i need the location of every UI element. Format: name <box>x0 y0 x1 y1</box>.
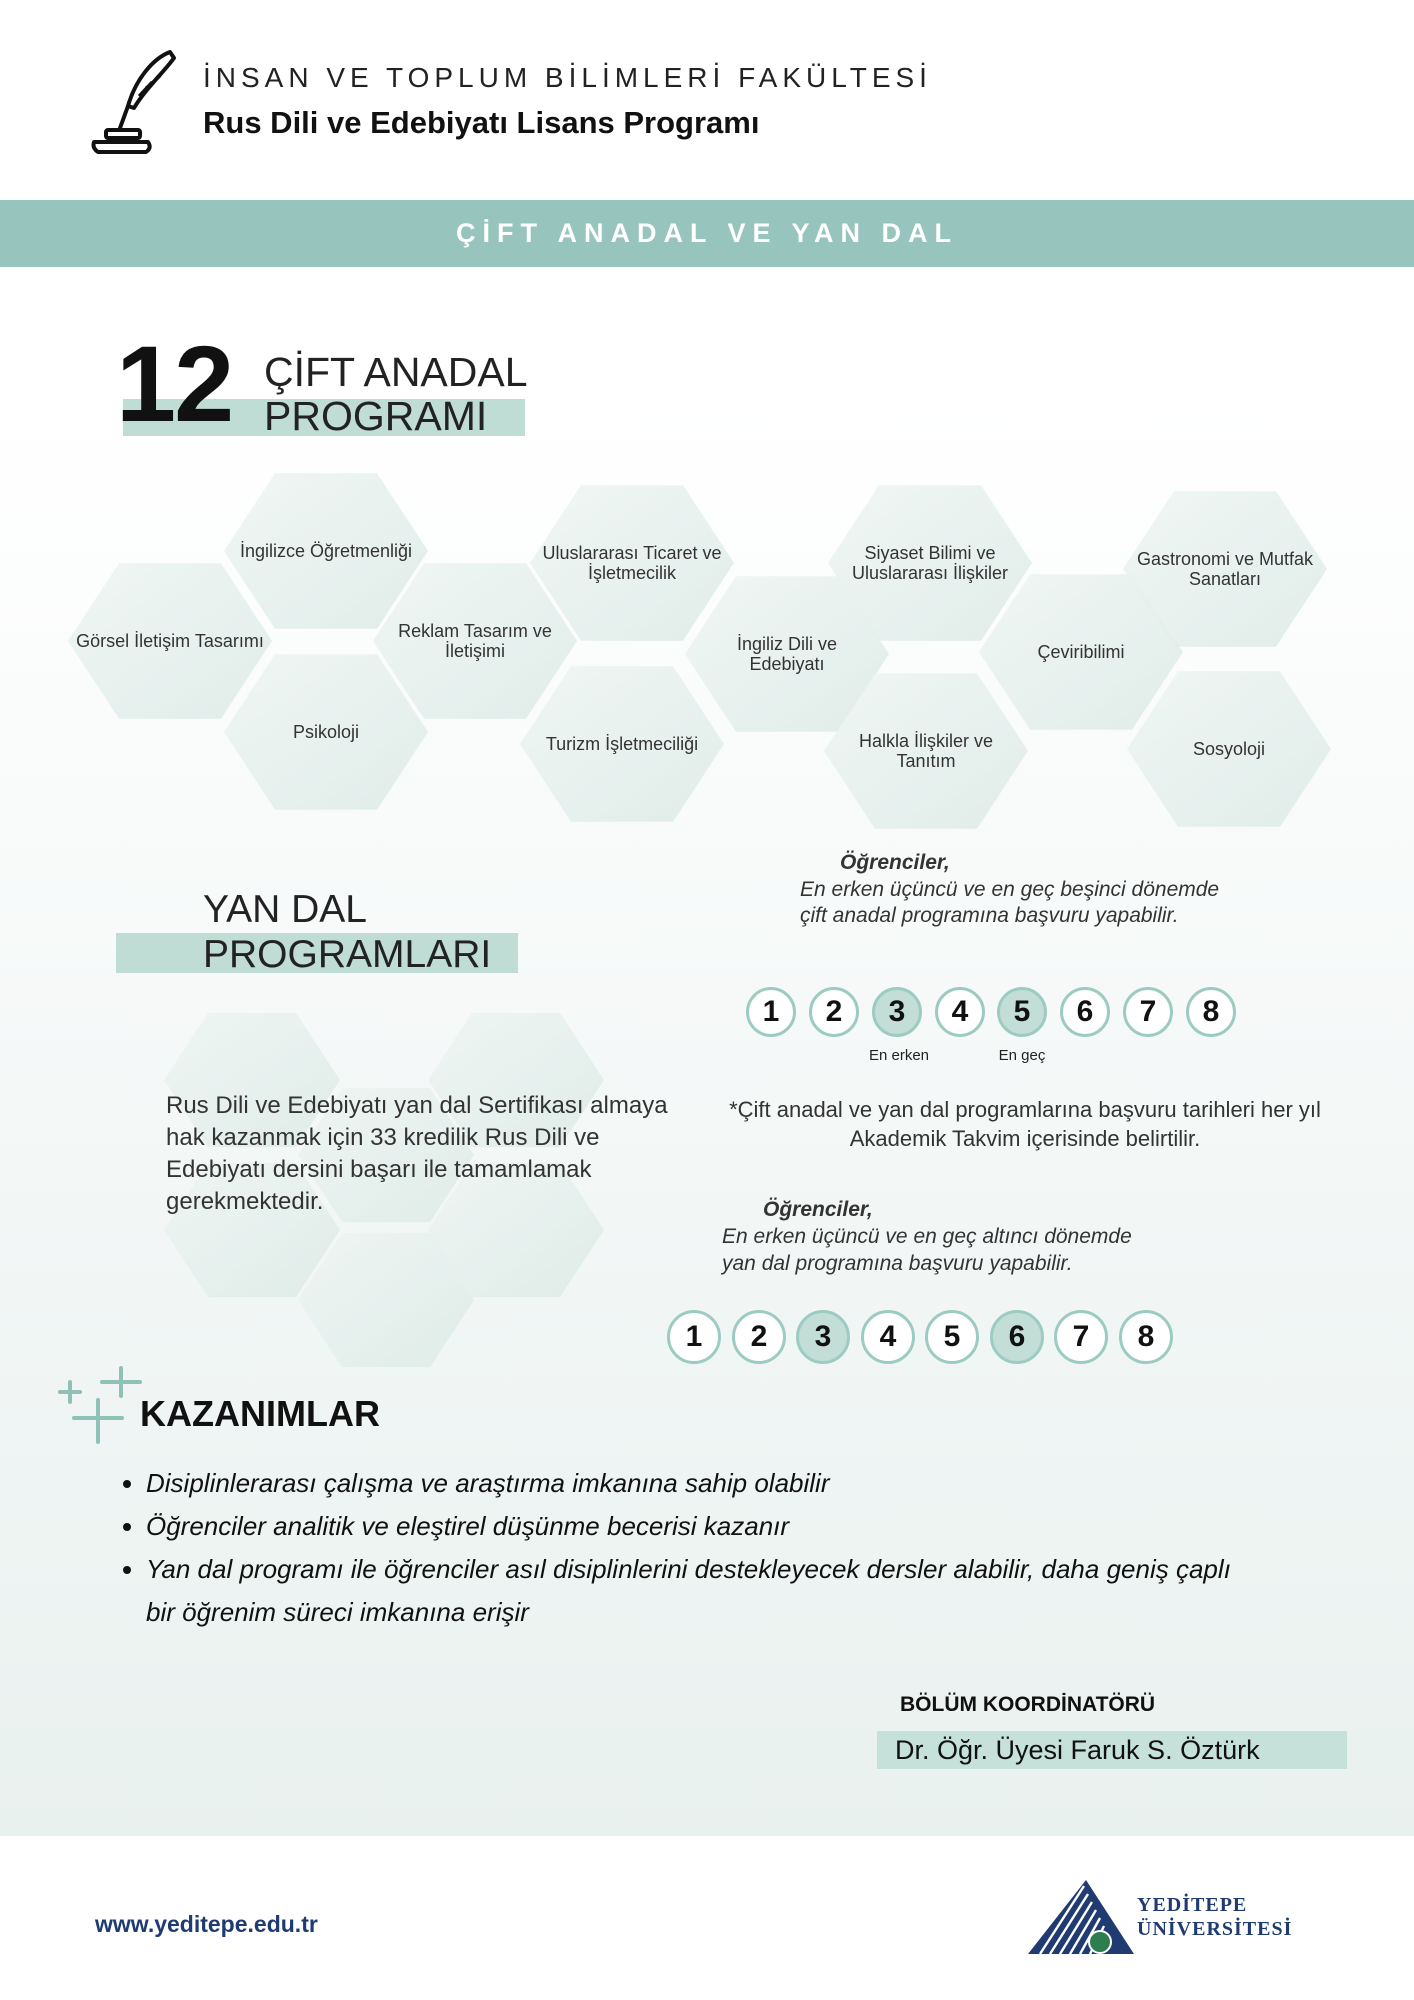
semester-circle-earliest: 3 <box>872 987 922 1037</box>
semester-circle: 8 <box>1186 987 1236 1037</box>
semester-circle: 1 <box>667 1310 721 1364</box>
outcomes-list <box>112 1462 1246 1634</box>
semester-circle: 4 <box>861 1310 915 1364</box>
semester-circle: 6 <box>1060 987 1110 1037</box>
logo-line2: ÜNİVERSİTESİ <box>1137 1918 1293 1940</box>
double-major-count: 12 <box>116 323 233 444</box>
semester-circle-latest: 5 <box>997 987 1047 1037</box>
sparkle-plus-icon <box>56 1366 146 1446</box>
minor-note-line2: yan dal programına başvuru yapabilir. <box>722 1252 1073 1275</box>
semester-circle-earliest: 3 <box>796 1310 850 1364</box>
double-major-title-line1: ÇİFT ANADAL <box>264 349 528 395</box>
program-siyaset-bilimi: Siyaset Bilimi ve Uluslararası İlişkiler <box>851 543 1009 583</box>
faculty-name: İNSAN VE TOPLUM BİLİMLERİ FAKÜLTESİ <box>203 62 932 93</box>
double-major-title-line2: PROGRAMI <box>264 393 488 439</box>
section-banner-title: ÇİFT ANADAL VE YAN DAL <box>455 218 959 248</box>
university-logo-text <box>1137 1893 1292 1941</box>
program-gorsel-iletisim: Görsel İletişim Tasarımı <box>76 631 264 651</box>
semester-circle: 8 <box>1119 1310 1173 1364</box>
semester-circle: 4 <box>935 987 985 1037</box>
latest-label: En geç <box>998 1047 1046 1064</box>
program-reklam-tasarim: Reklam Tasarım ve İletişimi <box>398 621 552 661</box>
minor-note-line1: En erken üçüncü ve en geç altıncı dönemde <box>722 1225 1132 1248</box>
program-gastronomi: Gastronomi ve Mutfak Sanatları <box>1136 549 1314 589</box>
semester-circle: 7 <box>1123 987 1173 1037</box>
website-link[interactable]: www.yeditepe.edu.tr <box>95 1911 318 1937</box>
program-ingilizce-ogretmenligi: İngilizce Öğretmenliği <box>239 541 413 561</box>
semester-circle: 1 <box>746 987 796 1037</box>
minor-note-heading: Öğrenciler, <box>763 1198 873 1221</box>
minor-description: Rus Dili ve Edebiyatı yan dal Sertifikası almaya hak kazanmak için 33 kredilik Rus Dili ve Edebiyatı dersini başarı ile tamamlamak gerekmektedir. <box>166 1092 668 1215</box>
semester-circle: 5 <box>925 1310 979 1364</box>
outcomes-title: KAZANIMLAR <box>140 1393 380 1434</box>
list-item: • Öğrenciler analitik ve eleştirel düşünme becerisi kazanır <box>146 1505 1246 1548</box>
minor-title-line1: YAN DAL <box>203 888 367 931</box>
program-turizm: Turizm İşletmeciliği <box>545 734 699 754</box>
double-major-note-line2: çift anadal programına başvuru yapabilir. <box>800 904 1179 927</box>
coordinator-title: BÖLÜM KOORDİNATÖRÜ <box>900 1693 1156 1716</box>
double-major-note-line1: En erken üçüncü ve en geç beşinci dönemde <box>800 878 1220 901</box>
application-date-footnote: *Çift anadal ve yan dal programlarına başvuru tarihleri her yıl Akademik Takvim içerisinde belirtilir. <box>729 1097 1321 1151</box>
earliest-label: En erken <box>868 1047 930 1064</box>
program-title: Rus Dili ve Edebiyatı Lisans Programı <box>203 105 760 140</box>
semester-circle: 7 <box>1054 1310 1108 1364</box>
semester-circle: 2 <box>809 987 859 1037</box>
coordinator-name: Dr. Öğr. Üyesi Faruk S. Öztürk <box>895 1735 1260 1765</box>
semester-circle-latest: 6 <box>990 1310 1044 1364</box>
program-ingiliz-dili: İngiliz Dili ve Edebiyatı <box>736 634 838 674</box>
program-ceviribilimi: Çeviribilimi <box>1037 642 1125 662</box>
logo-line1: YEDİTEPE <box>1137 1894 1248 1916</box>
program-uluslararasi-ticaret: Uluslararası Ticaret ve İşletmecilik <box>542 543 722 583</box>
double-major-note-heading: Öğrenciler, <box>840 851 950 874</box>
semester-circle: 2 <box>732 1310 786 1364</box>
program-sosyoloji: Sosyoloji <box>1192 739 1266 759</box>
list-item: • Disiplinlerarası çalışma ve araştırma imkanına sahip olabilir <box>146 1462 1246 1505</box>
yeditepe-logo-icon <box>1026 1878 1136 1958</box>
program-halkla-iliskiler: Halkla İlişkiler ve Tanıtım <box>858 731 994 771</box>
minor-title-line2: PROGRAMLARI <box>203 933 492 976</box>
program-psikoloji: Psikoloji <box>292 722 360 742</box>
list-item: • Yan dal programı ile öğrenciler asıl disiplinlerini destekleyecek dersler alabilir, daha geniş çaplı bir öğrenim süreci imkanına erişir <box>146 1548 1246 1634</box>
